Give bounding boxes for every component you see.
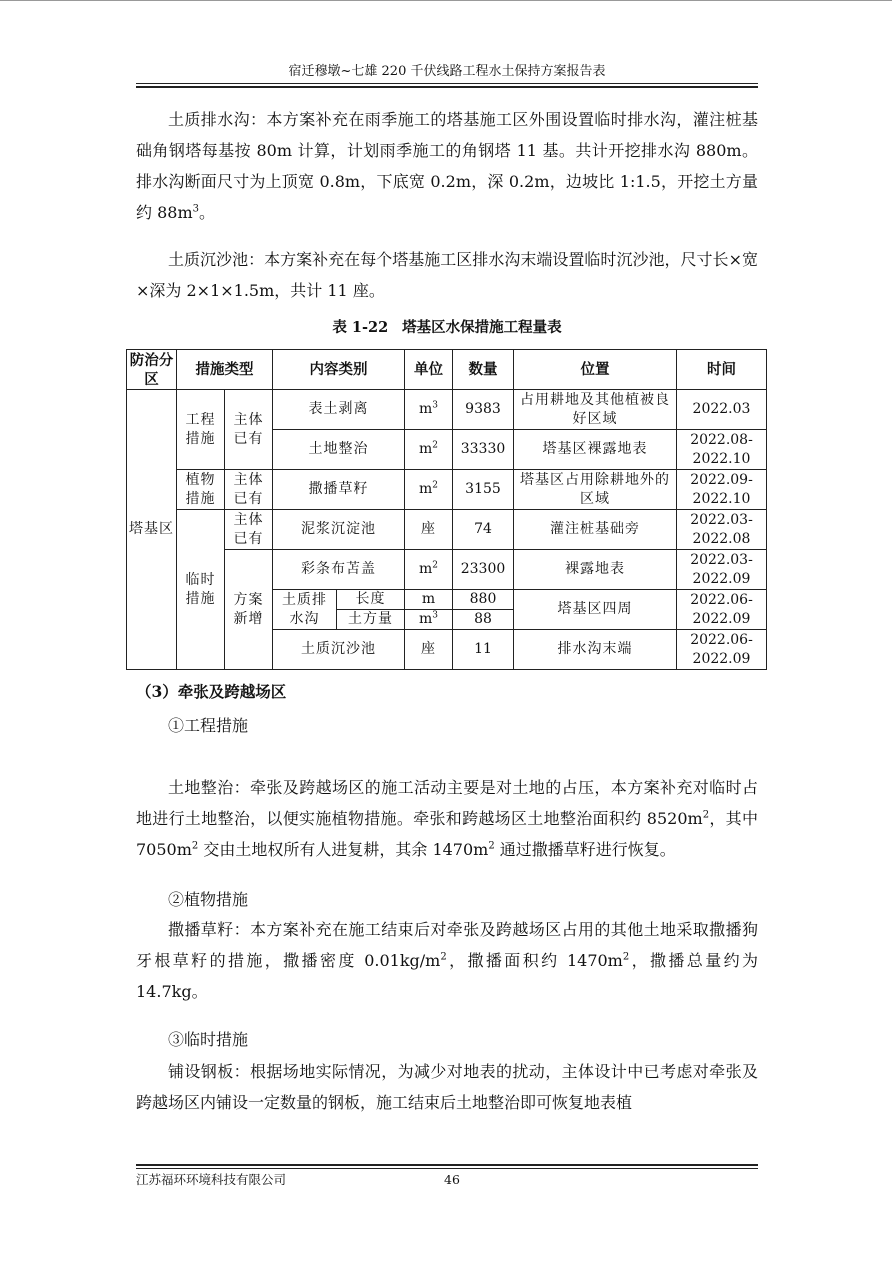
unit-cell [405,430,453,470]
header-unit: 单位 [405,350,453,390]
unit-cell [405,630,453,670]
content-cell: 土地整治 [273,430,405,470]
paragraph-land-rehab [136,772,758,865]
table-header-row [127,350,767,390]
unit-sup: 2 [432,440,438,451]
table-row [127,510,767,550]
group-existing: 主体已有 [225,510,273,550]
unit-base: 座 [421,641,436,657]
unit-cell [405,610,453,630]
footer-rule-thin [136,1168,758,1169]
superscript: 2 [702,809,710,821]
header-time: 时间 [677,350,767,390]
paragraph-text: 通过撒播草籽进行恢复。 [494,840,676,859]
measures-table [126,349,767,670]
location-cell: 占用耕地及其他植被良好区域 [514,390,677,430]
group-existing: 主体已有 [225,390,273,470]
qty-cell: 880 [453,590,514,610]
unit-cell [405,390,453,430]
paragraph-drainage-ditch [136,104,758,228]
paragraph-text: 。 [199,203,216,222]
page-number: 46 [444,1172,460,1187]
table-caption [136,317,758,339]
superscript: 2 [488,840,495,852]
group-engineering: 工程措施 [177,390,225,470]
header-qty: 数量 [453,350,514,390]
time-cell: 2022.09-2022.10 [677,470,767,510]
paragraph-text: ，撒播总量约为 14.7kg。 [136,951,758,1001]
paragraph-sediment-basin: 土质沉沙池：本方案补充在每个塔基施工区排水沟末端设置临时沉沙池，尺寸长×宽×深为 2×1×1.5m，共计 11 座。 [136,250,758,300]
header-rule-thick [136,86,758,88]
time-cell: 2022.08-2022.10 [677,430,767,470]
header-rule-thin [136,83,758,84]
table-row [127,470,767,510]
subheading-temporary: ③临时措施 [168,1030,249,1049]
superscript: 2 [440,951,447,963]
qty-cell: 11 [453,630,514,670]
unit-base: m [421,591,436,607]
paragraph-steel-plates: 铺设钢板：根据场地实际情况，为减少对地表的扰动，主体设计中已考虑对牵张及跨越场区内铺设一定数量的钢板，施工结束后土地整治即可恢复地表植 [136,1062,758,1112]
location-cell: 塔基区占用除耕地外的区域 [514,470,677,510]
qty-cell: 3155 [453,470,514,510]
footer-company: 江苏福环环境科技有限公司 [136,1172,287,1187]
header-location: 位置 [514,350,677,390]
unit-cell [405,550,453,590]
table-title: 塔基区水保措施工程量表 [402,319,562,336]
superscript: 2 [191,840,199,852]
content-cell: 彩条布苫盖 [273,550,405,590]
qty-cell: 74 [453,510,514,550]
time-cell: 2022.03-2022.08 [677,510,767,550]
group-vegetation: 植物措施 [177,470,225,510]
unit-sup: 3 [432,400,438,411]
location-cell: 灌注桩基础旁 [514,510,677,550]
qty-cell: 23300 [453,550,514,590]
paragraph-text: 土地整治：牵张及跨越场区的施工活动主要是对土地的占压，本方案补充对临时占地进行土地整治，以便实施植物措施。牵张和跨越场区土地整治面积约 8520m [136,778,758,828]
subheading-engineering: ①工程措施 [168,716,249,735]
qty-cell: 88 [453,610,514,630]
subheading-vegetation: ②植物措施 [168,890,249,909]
qty-cell: 33330 [453,430,514,470]
table-row [127,390,767,430]
time-cell: 2022.06-2022.09 [677,630,767,670]
page-header-title: 宿迁穆墩~七雄 220 千伏线路工程水土保持方案报告表 [288,64,606,79]
unit-base: m [418,441,433,457]
subcontent-cell: 土方量 [337,610,405,630]
page-top-edge [0,0,892,1]
paragraph-text: 土质排水沟：本方案补充在雨季施工的塔基施工区外围设置临时排水沟，灌注桩基础角钢塔每基按 80m 计算，计划雨季施工的角钢塔 11 基。共计开挖排水沟 880m。排水沟断面尺寸为上顶宽 0.8m，下底宽 0.2m，深 0.2m，边坡比 1:1.5，开挖土方量约 88m [136,110,758,222]
section-heading: （3）牵张及跨越场区 [136,682,287,701]
content-cell: 表土剥离 [273,390,405,430]
unit-base: m [418,401,433,417]
table-number: 表 1-22 [332,319,389,336]
time-cell: 2022.03 [677,390,767,430]
location-cell: 裸露地表 [514,550,677,590]
unit-base: m [418,611,433,627]
location-cell: 排水沟末端 [514,630,677,670]
group-existing: 主体已有 [225,470,273,510]
qty-cell: 9383 [453,390,514,430]
header-content: 内容类别 [273,350,405,390]
unit-cell [405,510,453,550]
header-zone: 防治分区 [127,350,177,390]
location-cell: 塔基区裸露地表 [514,430,677,470]
paragraph-text: ，撒播面积约 1470m [446,951,623,970]
time-cell: 2022.06-2022.09 [677,590,767,630]
paragraph-grass-seeding [136,914,758,1007]
time-cell: 2022.03-2022.09 [677,550,767,590]
content-cell: 泥浆沉淀池 [273,510,405,550]
content-cell: 土质沉沙池 [273,630,405,670]
group-temporary: 临时措施 [177,510,225,670]
group-new: 方案新增 [225,550,273,670]
unit-sup: 2 [432,560,438,571]
content-cell: 撒播草籽 [273,470,405,510]
unit-base: 座 [421,521,436,537]
unit-cell [405,590,453,610]
footer-rule-thick [136,1164,758,1166]
content-cell: 土质排水沟 [273,590,337,630]
superscript: 3 [192,203,199,215]
unit-sup: 3 [432,610,438,621]
unit-base: m [418,481,433,497]
zone-cell: 塔基区 [127,390,177,670]
unit-sup: 2 [432,480,438,491]
paragraph-text: 撒播草籽：本方案补充在施工结束后对牵张及跨越场区占用的其他土地采取撒播狗牙根草籽的措施，撒播密度 0.01kg/m [136,920,758,970]
unit-base: m [418,561,433,577]
paragraph-text: 交由土地权所有人进复耕，其余 1470m [198,840,489,859]
superscript: 2 [622,951,630,963]
subcontent-cell: 长度 [337,590,405,610]
header-type: 措施类型 [177,350,273,390]
unit-cell [405,470,453,510]
paragraph-text: ，其中 7050m [136,809,758,859]
location-cell: 塔基区四周 [514,590,677,630]
